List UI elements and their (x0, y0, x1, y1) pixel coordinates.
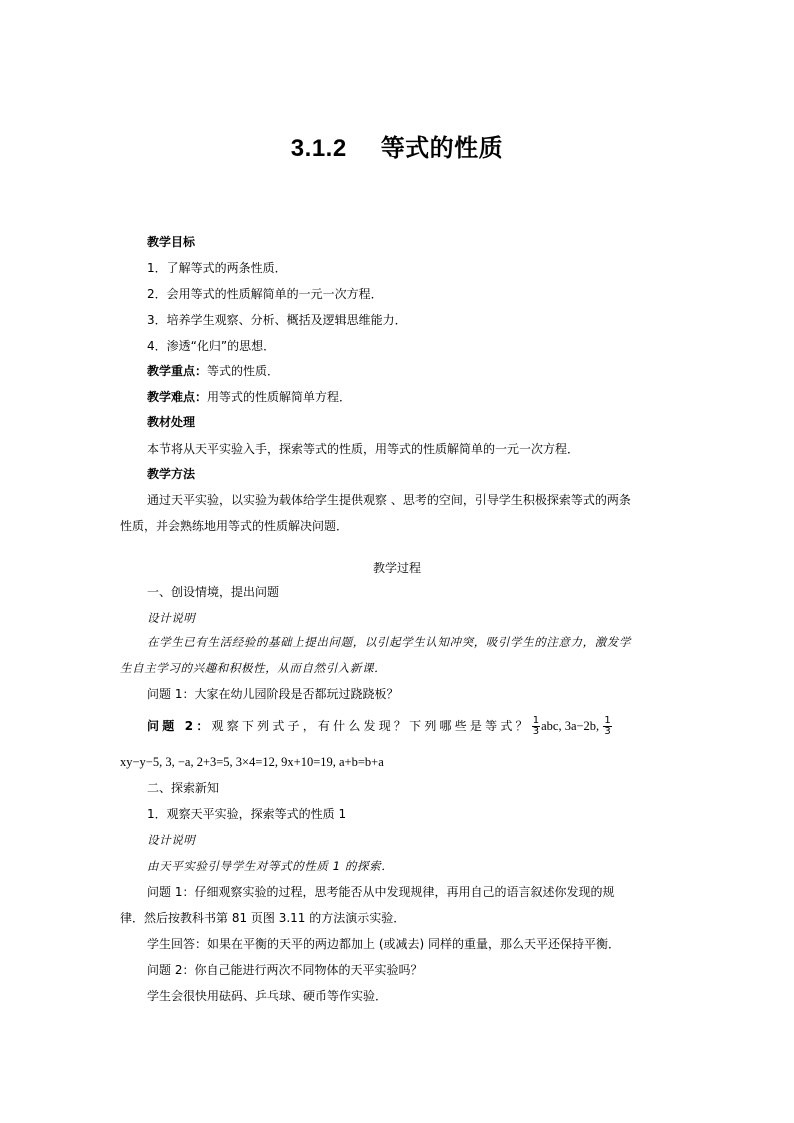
question-2-label: 问题 2： (147, 719, 212, 733)
objective-item-2: 2．会用等式的性质解简单的一元一次方程． (147, 287, 383, 301)
question-2-text: 观察下列式子，有什么发现？下列哪些是等式？ (211, 719, 531, 733)
question-4: 问题 2：你自己能进行两次不同物体的天平实验吗？ (147, 963, 423, 977)
materials-heading: 教材处理 (147, 415, 196, 429)
page-title (0, 128, 794, 163)
objectives-heading: 教学目标 (147, 235, 196, 249)
method-text-line-1: 通过天平实验，以实验为载体给学生提供观察 、思考的空间，引导学生积极探索等式的两条 (147, 493, 631, 507)
difficulty-text: 用等式的性质解简单方程． (207, 390, 352, 404)
student-answer: 学生回答：如果在平衡的天平的两边都加上 (或减去) 同样的重量，那么天平还保持平衡． (147, 937, 620, 951)
student-note: 学生会很快用砝码、乒乓球、硬币等作实验． (147, 989, 388, 1003)
materials-text: 本节将从天平实验入手，探索等式的性质，用等式的性质解简单的一元一次方程． (147, 442, 580, 456)
fraction-one-third-1: $\frac{1}{3}$ (532, 715, 540, 737)
key-point-text: 等式的性质． (207, 364, 280, 378)
fraction-one-third-2: $\frac{1}{3}$ (604, 715, 611, 737)
question-3-line-2: 律．然后按教科书第 81 页图 3.11 的方法演示实验． (120, 911, 406, 925)
design-text-1-line-1: 在学生已有生活经验的基础上提出问题，以引起学生认知冲突，吸引学生的注意力，激发学 (147, 635, 631, 649)
difficulty-label: 教学难点： (147, 390, 208, 404)
difficulty (147, 389, 351, 405)
objective-item-1: 1．了解等式的两条性质． (147, 261, 287, 275)
key-point-label: 教学重点： (147, 364, 208, 378)
question-2-expression: abc, 3a−2b, (541, 719, 603, 733)
section-1-heading: 一、创设情境，提出问题 (147, 585, 280, 599)
key-point (147, 363, 279, 379)
section-number: 3.1.2 (290, 135, 347, 162)
objective-item-3: 3．培养学生观察、分析、概括及逻辑思维能力． (147, 313, 407, 327)
subsection-1-heading: 1．观察天平实验，探索等式的性质 1 (147, 807, 347, 821)
design-text-1-line-2: 生自主学习的兴趣和积极性，从而自然引入新课． (120, 661, 387, 675)
method-text-line-2: 性质，并会熟练地用等式的性质解决问题． (120, 519, 349, 533)
objective-item-4: 4．渗透“化归”的思想． (147, 339, 276, 353)
question-2 (147, 716, 613, 737)
method-heading: 教学方法 (147, 467, 196, 481)
design-label-1: 设计说明 (147, 611, 196, 625)
design-label-2: 设计说明 (147, 833, 196, 847)
design-text-2: 由天平实验引导学生对等式的性质 1 的探索． (147, 859, 394, 873)
title-text: 等式的性质 (380, 134, 504, 162)
section-2-heading: 二、探索新知 (147, 781, 220, 795)
question-3-line-1: 问题 1：仔细观察实验的过程，思考能否从中发现规律，再用自己的语言叙述你发现的规 (147, 885, 615, 899)
process-heading: 教学过程 (372, 561, 421, 575)
question-1: 问题 1：大家在幼儿园阶段是否都玩过跷跷板？ (147, 687, 399, 701)
question-2-expressions-line-2: xy−y−5, 3, −a, 2+3=5, 3×4=12, 9x+10=19, a+b=b+a (120, 755, 384, 769)
